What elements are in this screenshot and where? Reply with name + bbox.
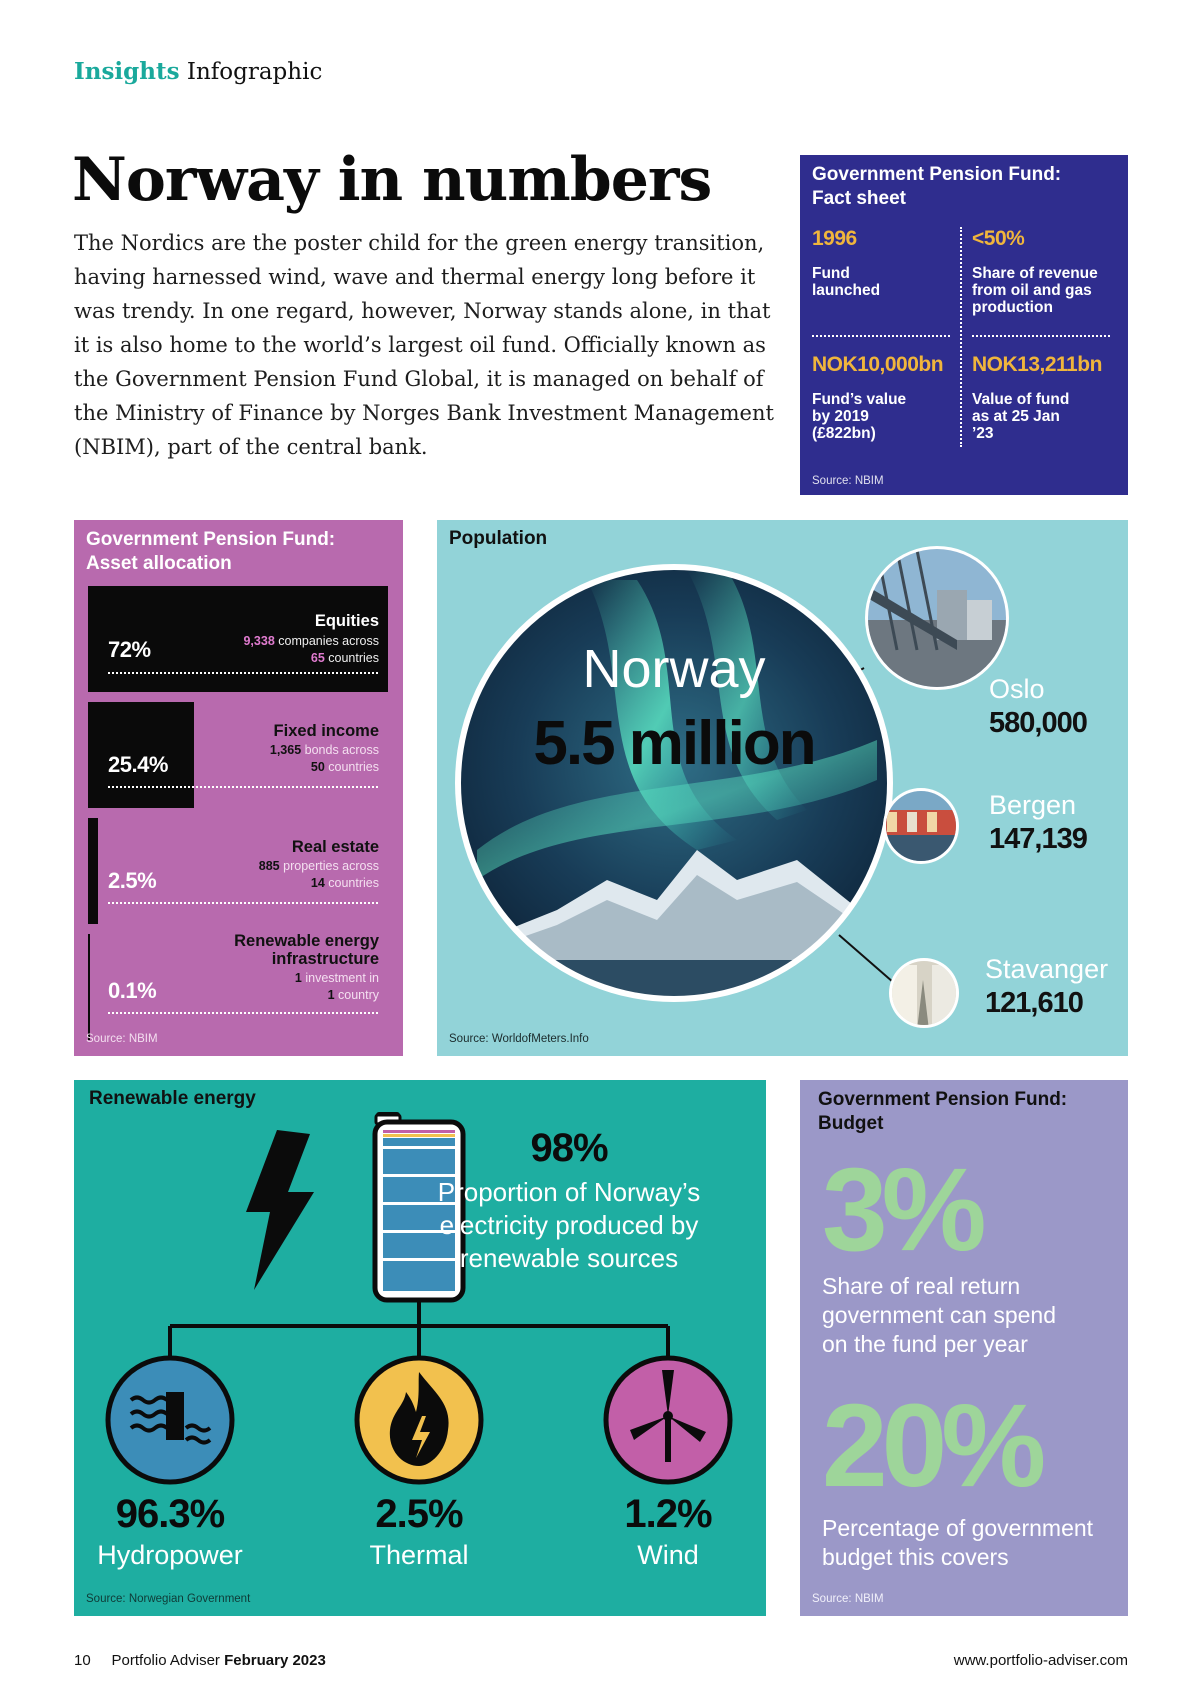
kicker-section: Insights: [74, 58, 180, 85]
row-divider: [108, 1012, 378, 1014]
renewable-infrastructure-pct: 0.1%: [108, 978, 157, 1003]
fact-value: NOK13,211bn: [972, 353, 1102, 376]
page-number: 10: [74, 1652, 91, 1669]
fact-value: <50%: [972, 227, 1025, 250]
population-total: 5.5 million: [533, 709, 815, 778]
fact-source: Source: NBIM: [812, 475, 884, 487]
fact-label: Share of revenue from oil and gas production: [972, 265, 1098, 316]
intro-paragraph: The Nordics are the poster child for the green energy transition, having harnessed wind, wave and thermal energy long before it was trendy. In one regard, however, Norway stands alone, in that it is also home to the world’s largest oil fund. Officially known as the Government Pension Fund Global, it is managed on behalf of the Ministry of Finance by Norges Bank Investment Management (NBIM), part of the central bank.: [74, 231, 774, 459]
renewable-count: 1: [294, 971, 302, 985]
population-title: Population: [449, 528, 548, 549]
renewable-country-text: country: [338, 988, 379, 1002]
city-name: Oslo: [989, 674, 1045, 704]
real-estate-bar: [88, 818, 98, 924]
headline-line3: renewable sources: [459, 1243, 679, 1273]
lightning-icon: [246, 1130, 314, 1290]
flame-icon: [357, 1358, 481, 1482]
real-estate-label: Real estate: [291, 838, 379, 856]
city-bergen: [989, 790, 1087, 856]
fixed-income-detail: [270, 742, 379, 776]
fact-divider-left: [812, 335, 950, 337]
fixed-income-count-text: bonds across: [304, 743, 379, 757]
city-population: 147,139: [989, 823, 1087, 855]
asset-allocation-panel: [74, 520, 403, 1056]
fact-label: Fund’s value by 2019 (£822bn): [812, 391, 907, 442]
real-estate-count: 885: [258, 859, 280, 873]
stat1-line2: government can spend: [822, 1302, 1056, 1328]
city-oslo: [989, 674, 1087, 740]
asset-title-line2: Asset allocation: [86, 553, 232, 574]
renewable-infrastructure-label: [234, 932, 379, 968]
fact-launch: [812, 227, 972, 299]
asset-title: [86, 528, 335, 576]
fact-label: Fund launched: [812, 265, 881, 299]
norway-aurora-image: [437, 560, 917, 1020]
fact-value: 1996: [812, 227, 857, 250]
budget-title-line2: Budget: [818, 1113, 884, 1134]
city-stavanger: [985, 954, 1108, 1020]
budget-stat1-text: [822, 1272, 1056, 1359]
wind-label: Wind: [637, 1540, 699, 1570]
headline-line1: Proportion of Norway’s: [437, 1177, 701, 1207]
stat2-line2: budget this covers: [822, 1544, 1009, 1570]
renewable-infrastructure-detail: [295, 970, 379, 1004]
fact-sheet-title: [812, 163, 1061, 211]
real-estate-country-text: countries: [328, 876, 379, 890]
city-population: 580,000: [989, 707, 1087, 739]
real-estate-pct: 2.5%: [108, 868, 157, 893]
budget-panel: [800, 1080, 1128, 1616]
row-divider: [108, 672, 378, 674]
budget-source: Source: NBIM: [812, 1593, 884, 1605]
thermal-label: Thermal: [369, 1540, 469, 1570]
population-country: Norway: [582, 639, 766, 699]
publication-name: Portfolio Adviser: [111, 1652, 220, 1669]
footer-publication: [74, 1652, 326, 1669]
page-title: Norway in numbers: [72, 145, 712, 215]
row-divider: [108, 902, 378, 904]
fact-label: Value of fund as at 25 Jan ’23: [972, 391, 1070, 442]
equities-count-text: companies across: [278, 634, 379, 648]
headline-line2: electricity produced by: [439, 1210, 699, 1240]
equities-detail: [243, 633, 379, 667]
connector-lines: [170, 1302, 668, 1358]
issue-date: February 2023: [224, 1652, 326, 1669]
fact-sheet-title-line1: Government Pension Fund:: [812, 164, 1062, 185]
renewable-energy-panel: [74, 1080, 766, 1616]
fixed-income-country-count: 50: [310, 760, 325, 774]
fact-revenue-share: [972, 227, 1132, 316]
equities-label: Equities: [314, 612, 379, 630]
budget-stat2-value: 20%: [822, 1380, 1041, 1512]
renewable-label-line2: infrastructure: [271, 950, 379, 968]
renewable-infrastructure-bar: [88, 934, 90, 1040]
hydropower-pct: 96.3%: [115, 1492, 225, 1536]
wind-pct: 1.2%: [624, 1492, 712, 1536]
fact-sheet-panel: [800, 155, 1128, 495]
renewable-title: Renewable energy: [89, 1088, 256, 1109]
stat1-line1: Share of real return: [822, 1273, 1021, 1299]
real-estate-country-count: 14: [310, 876, 325, 890]
renewable-headline-text: [426, 1176, 712, 1275]
fact-value: NOK10,000bn: [812, 353, 944, 376]
equities-count: 9,338: [243, 634, 275, 648]
fixed-income-label: Fixed income: [273, 722, 379, 740]
population-source: Source: WorldofMeters.Info: [449, 1033, 589, 1045]
wind-turbine-icon: [606, 1358, 730, 1482]
budget-stat2-text: [822, 1514, 1093, 1572]
fact-sheet-title-line2: Fact sheet: [812, 188, 906, 209]
row-divider: [108, 786, 378, 788]
renewable-headline-pct: 98%: [530, 1126, 608, 1170]
stat1-line3: on the fund per year: [822, 1331, 1028, 1357]
section-kicker: [74, 58, 322, 85]
renewable-country-count: 1: [327, 988, 335, 1002]
city-population: 121,610: [985, 987, 1083, 1019]
budget-title-line1: Government Pension Fund:: [818, 1089, 1068, 1110]
renewable-source: Source: Norwegian Government: [86, 1593, 251, 1605]
kicker-type: Infographic: [186, 59, 323, 85]
budget-stat1-value: 3%: [822, 1144, 981, 1276]
city-name: Bergen: [989, 790, 1077, 820]
stat2-line1: Percentage of government: [822, 1515, 1094, 1541]
equities-country-count: 65: [310, 651, 325, 665]
population-panel: [437, 520, 1128, 1056]
fact-value-2023: [972, 353, 1132, 442]
asset-title-line1: Government Pension Fund:: [86, 529, 336, 550]
hydropower-label: Hydropower: [97, 1540, 243, 1570]
fixed-income-pct: 25.4%: [108, 752, 168, 777]
stavanger-photo: [887, 955, 967, 1035]
equities-pct: 72%: [108, 637, 151, 662]
connector-stavanger: [839, 935, 893, 982]
renewable-count-text: investment in: [305, 971, 379, 985]
budget-title: [818, 1088, 1067, 1136]
asset-source: Source: NBIM: [86, 1033, 158, 1045]
fact-divider-right: [972, 335, 1110, 337]
fact-value-2019: [812, 353, 972, 442]
fixed-income-count: 1,365: [269, 743, 302, 757]
real-estate-count-text: properties across: [283, 859, 379, 873]
city-name: Stavanger: [985, 954, 1109, 984]
fixed-income-country-text: countries: [328, 760, 379, 774]
thermal-pct: 2.5%: [375, 1492, 463, 1536]
hydropower-icon: [108, 1358, 232, 1482]
real-estate-detail: [259, 858, 379, 892]
renewable-label-line1: Renewable energy: [234, 932, 379, 950]
equities-country-text: countries: [328, 651, 379, 665]
footer-url[interactable]: www.portfolio-adviser.com: [953, 1652, 1128, 1669]
